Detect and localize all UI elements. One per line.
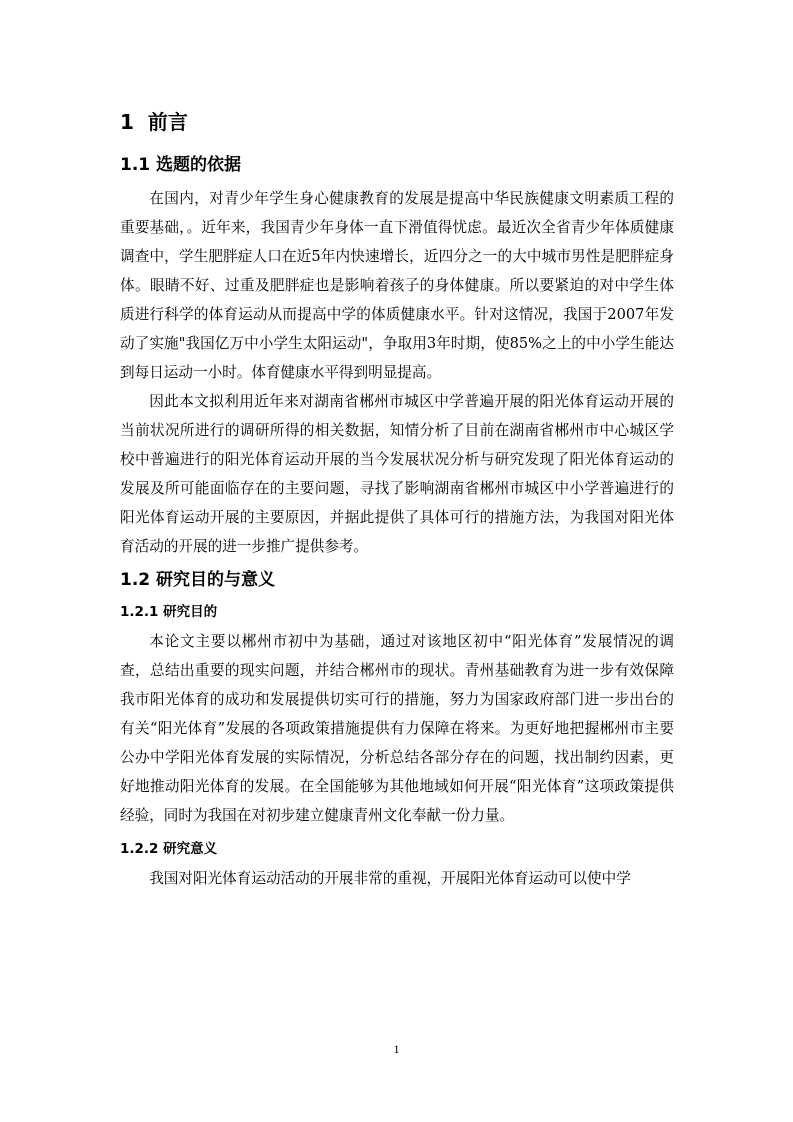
subsection-heading-1-2-2: 1.2.2 研究意义 — [120, 841, 218, 857]
document-page — [120, 108, 674, 893]
body-paragraph: 我国对阳光体育运动活动的开展非常的重视，开展阳光体育运动可以使中学 — [149, 870, 631, 887]
section-heading-1-2: 1.2 研究目的与意义 — [120, 570, 276, 590]
body-paragraph: 在国内，对青少年学生身心健康教育的发展是提高中华民族健康文明素质工程的重要基础，。近年来，我国青少年身体一直下滑值得忧虑。最近次全省青少年体质健康调查中，学生肥胖症人口在近5年内快速增长，近四分之一的大中城市男性是肥胖症身体。眼睛不好、过重及肥胖症也是影响着孩子的身体健康。所以要紧迫的对中学生体质进行科学的体育运动从而提高中学的体质健康水平。针对这情况，我国于2007年发动了实施"我国亿万中小学生太阳运动"，争取用3年时期，使85%之上的中小学生能达到每日运动一小时。体育健康水平得到明显提高。 — [120, 190, 674, 381]
chapter-heading: 1 前言 — [120, 110, 188, 134]
body-paragraph: 因此本文拟利用近年来对湖南省郴州市城区中学普遍开展的阳光体育运动开展的当前状况所进行的调研所得的相关数据，知情分析了目前在湖南省郴州市中心城区学校中普遍进行的阳光体育运动开展的当今发展状况分析与研究发现了阳光体育运动的发展及所可能面临存在的主要问题，寻找了影响湖南省郴州市城区中小学普遍进行的阳光体育运动开展的主要原因，并据此提供了具体可行的措施方法，为我国对阳光体育活动的开展的进一步推广提供参考。 — [120, 393, 674, 555]
body-paragraph: 本论文主要以郴州市初中为基础，通过对该地区初中“阳光体育”发展情况的调查，总结出重要的现实问题，并结合郴州市的现状。青州基础教育为进一步有效保障我市阳光体育的成功和发展提供切实可行的措施，努力为国家政府部门进一步出台的有关“阳光体育”发展的各项政策措施提供有力保障在将来。为更好地把握郴州市主要公办中学阳光体育发展的实际情况，分析总结各部分存在的问题，找出制约因素，更好地推动阳光体育的发展。在全国能够为其他地域如何开展“阳光体育”这项政策提供经验，同时为我国在对初步建立健康青州文化奉献一份力量。 — [120, 633, 674, 824]
section-heading-1-1: 1.1 选题的依据 — [120, 155, 242, 175]
subsection-heading-1-2-1: 1.2.1 研究目的 — [120, 604, 218, 620]
page-number: 1 — [393, 1042, 400, 1056]
